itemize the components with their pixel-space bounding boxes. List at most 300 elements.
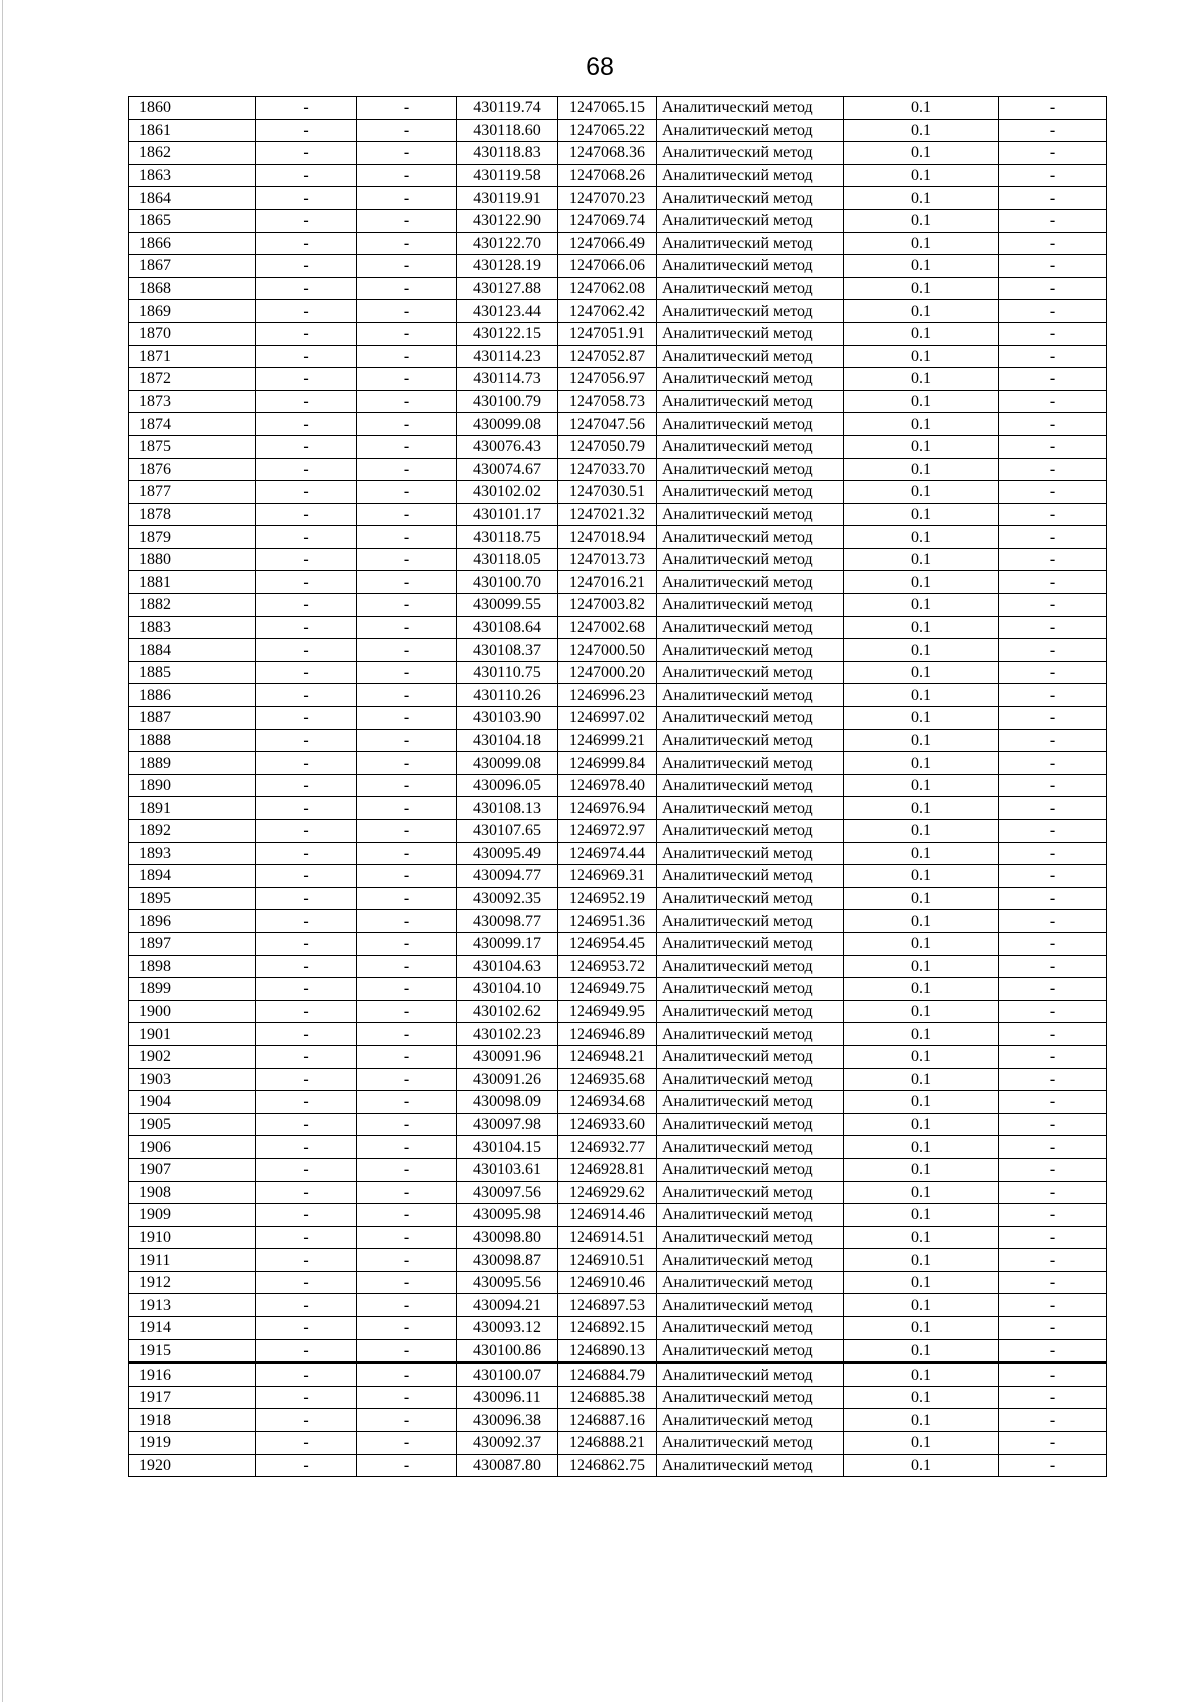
method-cell: Аналитический метод — [657, 797, 844, 820]
y-coordinate-cell: 1247070.23 — [558, 187, 657, 210]
table-row — [129, 684, 1107, 707]
point-number-cell: 1891 — [129, 797, 256, 820]
empty-value-cell: - — [256, 661, 357, 684]
method-cell: Аналитический метод — [657, 1432, 844, 1455]
method-cell: Аналитический метод — [657, 820, 844, 843]
y-coordinate-cell: 1246933.60 — [558, 1113, 657, 1136]
method-cell: Аналитический метод — [657, 548, 844, 571]
y-coordinate-cell: 1247065.15 — [558, 97, 657, 120]
x-coordinate-cell: 430091.26 — [457, 1068, 558, 1091]
accuracy-cell: 0.1 — [844, 1317, 999, 1340]
empty-value-cell: - — [256, 1158, 357, 1181]
y-coordinate-cell: 1247000.20 — [558, 661, 657, 684]
empty-value-cell: - — [357, 1432, 457, 1455]
y-coordinate-cell: 1246887.16 — [558, 1409, 657, 1432]
empty-value-cell: - — [357, 368, 457, 391]
point-number-cell: 1893 — [129, 842, 256, 865]
y-coordinate-cell: 1247051.91 — [558, 322, 657, 345]
accuracy-cell: 0.1 — [844, 571, 999, 594]
empty-value-cell: - — [357, 752, 457, 775]
x-coordinate-cell: 430098.09 — [457, 1091, 558, 1114]
table-row — [129, 1226, 1107, 1249]
empty-value-cell: - — [999, 368, 1107, 391]
empty-value-cell: - — [256, 955, 357, 978]
empty-value-cell: - — [357, 209, 457, 232]
table-row — [129, 458, 1107, 481]
empty-value-cell: - — [357, 955, 457, 978]
empty-value-cell: - — [999, 209, 1107, 232]
method-cell: Аналитический метод — [657, 842, 844, 865]
method-cell: Аналитический метод — [657, 1023, 844, 1046]
empty-value-cell: - — [999, 255, 1107, 278]
empty-value-cell: - — [357, 322, 457, 345]
empty-value-cell: - — [357, 1294, 457, 1317]
x-coordinate-cell: 430118.05 — [457, 548, 558, 571]
point-number-cell: 1886 — [129, 684, 256, 707]
accuracy-cell: 0.1 — [844, 661, 999, 684]
accuracy-cell: 0.1 — [844, 594, 999, 617]
point-number-cell: 1908 — [129, 1181, 256, 1204]
empty-value-cell: - — [999, 481, 1107, 504]
method-cell: Аналитический метод — [657, 752, 844, 775]
accuracy-cell: 0.1 — [844, 1136, 999, 1159]
x-coordinate-cell: 430097.56 — [457, 1181, 558, 1204]
accuracy-cell: 0.1 — [844, 435, 999, 458]
empty-value-cell: - — [999, 1271, 1107, 1294]
method-cell: Аналитический метод — [657, 639, 844, 662]
table-row — [129, 277, 1107, 300]
empty-value-cell: - — [999, 1386, 1107, 1409]
x-coordinate-cell: 430118.83 — [457, 142, 558, 165]
empty-value-cell: - — [357, 1454, 457, 1477]
point-number-cell: 1868 — [129, 277, 256, 300]
empty-value-cell: - — [256, 368, 357, 391]
y-coordinate-cell: 1246935.68 — [558, 1068, 657, 1091]
accuracy-cell: 0.1 — [844, 97, 999, 120]
coordinates-table — [128, 96, 1107, 1477]
empty-value-cell: - — [999, 820, 1107, 843]
point-number-cell: 1878 — [129, 503, 256, 526]
point-number-cell: 1873 — [129, 390, 256, 413]
empty-value-cell: - — [357, 1158, 457, 1181]
y-coordinate-cell: 1246888.21 — [558, 1432, 657, 1455]
x-coordinate-cell: 430093.12 — [457, 1317, 558, 1340]
y-coordinate-cell: 1247018.94 — [558, 526, 657, 549]
empty-value-cell: - — [256, 435, 357, 458]
point-number-cell: 1915 — [129, 1339, 256, 1363]
empty-value-cell: - — [256, 209, 357, 232]
method-cell: Аналитический метод — [657, 1386, 844, 1409]
y-coordinate-cell: 1246932.77 — [558, 1136, 657, 1159]
empty-value-cell: - — [256, 594, 357, 617]
x-coordinate-cell: 430095.49 — [457, 842, 558, 865]
empty-value-cell: - — [357, 187, 457, 210]
empty-value-cell: - — [999, 842, 1107, 865]
empty-value-cell: - — [256, 932, 357, 955]
empty-value-cell: - — [256, 503, 357, 526]
point-number-cell: 1874 — [129, 413, 256, 436]
empty-value-cell: - — [999, 1317, 1107, 1340]
table-row — [129, 1339, 1107, 1363]
empty-value-cell: - — [256, 729, 357, 752]
x-coordinate-cell: 430122.15 — [457, 322, 558, 345]
empty-value-cell: - — [256, 1432, 357, 1455]
empty-value-cell: - — [256, 526, 357, 549]
point-number-cell: 1918 — [129, 1409, 256, 1432]
accuracy-cell: 0.1 — [844, 1454, 999, 1477]
table-row — [129, 752, 1107, 775]
accuracy-cell: 0.1 — [844, 887, 999, 910]
accuracy-cell: 0.1 — [844, 729, 999, 752]
accuracy-cell: 0.1 — [844, 1226, 999, 1249]
empty-value-cell: - — [256, 458, 357, 481]
x-coordinate-cell: 430092.35 — [457, 887, 558, 910]
y-coordinate-cell: 1246974.44 — [558, 842, 657, 865]
point-number-cell: 1889 — [129, 752, 256, 775]
point-number-cell: 1894 — [129, 865, 256, 888]
method-cell: Аналитический метод — [657, 97, 844, 120]
method-cell: Аналитический метод — [657, 300, 844, 323]
empty-value-cell: - — [357, 661, 457, 684]
x-coordinate-cell: 430104.15 — [457, 1136, 558, 1159]
accuracy-cell: 0.1 — [844, 209, 999, 232]
table-row — [129, 481, 1107, 504]
table-row — [129, 142, 1107, 165]
point-number-cell: 1888 — [129, 729, 256, 752]
empty-value-cell: - — [357, 277, 457, 300]
y-coordinate-cell: 1247066.49 — [558, 232, 657, 255]
y-coordinate-cell: 1247050.79 — [558, 435, 657, 458]
point-number-cell: 1920 — [129, 1454, 256, 1477]
point-number-cell: 1871 — [129, 345, 256, 368]
empty-value-cell: - — [357, 255, 457, 278]
point-number-cell: 1881 — [129, 571, 256, 594]
empty-value-cell: - — [256, 1204, 357, 1227]
accuracy-cell: 0.1 — [844, 232, 999, 255]
method-cell: Аналитический метод — [657, 413, 844, 436]
empty-value-cell: - — [357, 1091, 457, 1114]
x-coordinate-cell: 430104.10 — [457, 978, 558, 1001]
empty-value-cell: - — [999, 774, 1107, 797]
empty-value-cell: - — [999, 1023, 1107, 1046]
y-coordinate-cell: 1246910.51 — [558, 1249, 657, 1272]
method-cell: Аналитический метод — [657, 684, 844, 707]
y-coordinate-cell: 1247066.06 — [558, 255, 657, 278]
empty-value-cell: - — [256, 481, 357, 504]
y-coordinate-cell: 1247068.26 — [558, 164, 657, 187]
x-coordinate-cell: 430110.75 — [457, 661, 558, 684]
empty-value-cell: - — [999, 1363, 1107, 1387]
empty-value-cell: - — [256, 232, 357, 255]
x-coordinate-cell: 430122.90 — [457, 209, 558, 232]
method-cell: Аналитический метод — [657, 390, 844, 413]
empty-value-cell: - — [357, 1023, 457, 1046]
accuracy-cell: 0.1 — [844, 368, 999, 391]
empty-value-cell: - — [999, 300, 1107, 323]
y-coordinate-cell: 1247062.42 — [558, 300, 657, 323]
accuracy-cell: 0.1 — [844, 1386, 999, 1409]
method-cell: Аналитический метод — [657, 209, 844, 232]
empty-value-cell: - — [256, 1386, 357, 1409]
accuracy-cell: 0.1 — [844, 503, 999, 526]
empty-value-cell: - — [256, 752, 357, 775]
method-cell: Аналитический метод — [657, 481, 844, 504]
empty-value-cell: - — [999, 1113, 1107, 1136]
empty-value-cell: - — [999, 684, 1107, 707]
accuracy-cell: 0.1 — [844, 1158, 999, 1181]
method-cell: Аналитический метод — [657, 1409, 844, 1432]
empty-value-cell: - — [357, 842, 457, 865]
point-number-cell: 1867 — [129, 255, 256, 278]
empty-value-cell: - — [357, 1181, 457, 1204]
empty-value-cell: - — [999, 97, 1107, 120]
accuracy-cell: 0.1 — [844, 187, 999, 210]
table-row — [129, 322, 1107, 345]
empty-value-cell: - — [357, 413, 457, 436]
method-cell: Аналитический метод — [657, 1249, 844, 1272]
empty-value-cell: - — [999, 390, 1107, 413]
empty-value-cell: - — [256, 1136, 357, 1159]
point-number-cell: 1914 — [129, 1317, 256, 1340]
empty-value-cell: - — [256, 887, 357, 910]
table-row — [129, 797, 1107, 820]
empty-value-cell: - — [357, 1339, 457, 1363]
empty-value-cell: - — [999, 1432, 1107, 1455]
empty-value-cell: - — [999, 729, 1107, 752]
x-coordinate-cell: 430099.08 — [457, 752, 558, 775]
empty-value-cell: - — [999, 1339, 1107, 1363]
point-number-cell: 1870 — [129, 322, 256, 345]
table-row — [129, 910, 1107, 933]
method-cell: Аналитический метод — [657, 661, 844, 684]
x-coordinate-cell: 430118.60 — [457, 119, 558, 142]
accuracy-cell: 0.1 — [844, 820, 999, 843]
table-row — [129, 1181, 1107, 1204]
table-row — [129, 887, 1107, 910]
method-cell: Аналитический метод — [657, 887, 844, 910]
x-coordinate-cell: 430102.02 — [457, 481, 558, 504]
scan-edge-line — [2, 0, 3, 1702]
empty-value-cell: - — [999, 955, 1107, 978]
empty-value-cell: - — [357, 345, 457, 368]
point-number-cell: 1896 — [129, 910, 256, 933]
table-row — [129, 1000, 1107, 1023]
empty-value-cell: - — [999, 187, 1107, 210]
point-number-cell: 1885 — [129, 661, 256, 684]
method-cell: Аналитический метод — [657, 1226, 844, 1249]
table-row — [129, 661, 1107, 684]
empty-value-cell: - — [256, 978, 357, 1001]
accuracy-cell: 0.1 — [844, 345, 999, 368]
point-number-cell: 1903 — [129, 1068, 256, 1091]
empty-value-cell: - — [256, 684, 357, 707]
y-coordinate-cell: 1247058.73 — [558, 390, 657, 413]
method-cell: Аналитический метод — [657, 345, 844, 368]
x-coordinate-cell: 430097.98 — [457, 1113, 558, 1136]
method-cell: Аналитический метод — [657, 1158, 844, 1181]
empty-value-cell: - — [256, 1294, 357, 1317]
empty-value-cell: - — [999, 616, 1107, 639]
empty-value-cell: - — [357, 571, 457, 594]
x-coordinate-cell: 430127.88 — [457, 277, 558, 300]
empty-value-cell: - — [999, 142, 1107, 165]
point-number-cell: 1865 — [129, 209, 256, 232]
empty-value-cell: - — [256, 164, 357, 187]
empty-value-cell: - — [256, 616, 357, 639]
accuracy-cell: 0.1 — [844, 1113, 999, 1136]
empty-value-cell: - — [256, 1249, 357, 1272]
table-row — [129, 616, 1107, 639]
x-coordinate-cell: 430101.17 — [457, 503, 558, 526]
method-cell: Аналитический метод — [657, 707, 844, 730]
empty-value-cell: - — [256, 910, 357, 933]
x-coordinate-cell: 430118.75 — [457, 526, 558, 549]
method-cell: Аналитический метод — [657, 435, 844, 458]
accuracy-cell: 0.1 — [844, 978, 999, 1001]
x-coordinate-cell: 430100.86 — [457, 1339, 558, 1363]
accuracy-cell: 0.1 — [844, 1091, 999, 1114]
empty-value-cell: - — [256, 322, 357, 345]
empty-value-cell: - — [999, 1000, 1107, 1023]
point-number-cell: 1905 — [129, 1113, 256, 1136]
empty-value-cell: - — [999, 1045, 1107, 1068]
table-row — [129, 255, 1107, 278]
x-coordinate-cell: 430108.64 — [457, 616, 558, 639]
y-coordinate-cell: 1246969.31 — [558, 865, 657, 888]
empty-value-cell: - — [256, 1271, 357, 1294]
method-cell: Аналитический метод — [657, 119, 844, 142]
method-cell: Аналитический метод — [657, 1136, 844, 1159]
method-cell: Аналитический метод — [657, 1339, 844, 1363]
method-cell: Аналитический метод — [657, 1294, 844, 1317]
x-coordinate-cell: 430092.37 — [457, 1432, 558, 1455]
accuracy-cell: 0.1 — [844, 481, 999, 504]
method-cell: Аналитический метод — [657, 955, 844, 978]
table-row — [129, 1363, 1107, 1387]
empty-value-cell: - — [999, 503, 1107, 526]
x-coordinate-cell: 430119.91 — [457, 187, 558, 210]
accuracy-cell: 0.1 — [844, 1339, 999, 1363]
empty-value-cell: - — [256, 97, 357, 120]
point-number-cell: 1910 — [129, 1226, 256, 1249]
point-number-cell: 1919 — [129, 1432, 256, 1455]
y-coordinate-cell: 1247069.74 — [558, 209, 657, 232]
method-cell: Аналитический метод — [657, 164, 844, 187]
method-cell: Аналитический метод — [657, 1271, 844, 1294]
empty-value-cell: - — [999, 1068, 1107, 1091]
table-row — [129, 1023, 1107, 1046]
method-cell: Аналитический метод — [657, 503, 844, 526]
y-coordinate-cell: 1246976.94 — [558, 797, 657, 820]
empty-value-cell: - — [357, 1386, 457, 1409]
empty-value-cell: - — [999, 910, 1107, 933]
method-cell: Аналитический метод — [657, 1000, 844, 1023]
y-coordinate-cell: 1247021.32 — [558, 503, 657, 526]
y-coordinate-cell: 1246928.81 — [558, 1158, 657, 1181]
table-row — [129, 1386, 1107, 1409]
y-coordinate-cell: 1247030.51 — [558, 481, 657, 504]
accuracy-cell: 0.1 — [844, 752, 999, 775]
empty-value-cell: - — [999, 661, 1107, 684]
y-coordinate-cell: 1247033.70 — [558, 458, 657, 481]
empty-value-cell: - — [256, 1045, 357, 1068]
empty-value-cell: - — [999, 548, 1107, 571]
empty-value-cell: - — [357, 1363, 457, 1387]
method-cell: Аналитический метод — [657, 1113, 844, 1136]
accuracy-cell: 0.1 — [844, 707, 999, 730]
x-coordinate-cell: 430104.63 — [457, 955, 558, 978]
table-row — [129, 820, 1107, 843]
y-coordinate-cell: 1246999.84 — [558, 752, 657, 775]
accuracy-cell: 0.1 — [844, 797, 999, 820]
method-cell: Аналитический метод — [657, 458, 844, 481]
point-number-cell: 1904 — [129, 1091, 256, 1114]
empty-value-cell: - — [357, 797, 457, 820]
empty-value-cell: - — [357, 390, 457, 413]
y-coordinate-cell: 1246954.45 — [558, 932, 657, 955]
empty-value-cell: - — [256, 277, 357, 300]
table-row — [129, 187, 1107, 210]
empty-value-cell: - — [357, 232, 457, 255]
accuracy-cell: 0.1 — [844, 639, 999, 662]
empty-value-cell: - — [357, 707, 457, 730]
empty-value-cell: - — [357, 458, 457, 481]
y-coordinate-cell: 1247013.73 — [558, 548, 657, 571]
accuracy-cell: 0.1 — [844, 142, 999, 165]
method-cell: Аналитический метод — [657, 594, 844, 617]
table-row — [129, 390, 1107, 413]
empty-value-cell: - — [256, 820, 357, 843]
point-number-cell: 1913 — [129, 1294, 256, 1317]
empty-value-cell: - — [357, 910, 457, 933]
x-coordinate-cell: 430103.90 — [457, 707, 558, 730]
empty-value-cell: - — [357, 978, 457, 1001]
table-row — [129, 1091, 1107, 1114]
empty-value-cell: - — [357, 820, 457, 843]
empty-value-cell: - — [357, 142, 457, 165]
method-cell: Аналитический метод — [657, 1091, 844, 1114]
y-coordinate-cell: 1246948.21 — [558, 1045, 657, 1068]
empty-value-cell: - — [256, 1091, 357, 1114]
empty-value-cell: - — [357, 1317, 457, 1340]
empty-value-cell: - — [256, 1317, 357, 1340]
method-cell: Аналитический метод — [657, 277, 844, 300]
x-coordinate-cell: 430114.73 — [457, 368, 558, 391]
empty-value-cell: - — [256, 1113, 357, 1136]
empty-value-cell: - — [999, 571, 1107, 594]
x-coordinate-cell: 430110.26 — [457, 684, 558, 707]
accuracy-cell: 0.1 — [844, 910, 999, 933]
accuracy-cell: 0.1 — [844, 548, 999, 571]
accuracy-cell: 0.1 — [844, 1271, 999, 1294]
method-cell: Аналитический метод — [657, 774, 844, 797]
table-row — [129, 164, 1107, 187]
x-coordinate-cell: 430095.56 — [457, 1271, 558, 1294]
empty-value-cell: - — [256, 255, 357, 278]
y-coordinate-cell: 1246914.46 — [558, 1204, 657, 1227]
table-row — [129, 232, 1107, 255]
empty-value-cell: - — [999, 1226, 1107, 1249]
point-number-cell: 1876 — [129, 458, 256, 481]
table-row — [129, 639, 1107, 662]
y-coordinate-cell: 1247052.87 — [558, 345, 657, 368]
y-coordinate-cell: 1246946.89 — [558, 1023, 657, 1046]
empty-value-cell: - — [256, 548, 357, 571]
x-coordinate-cell: 430091.96 — [457, 1045, 558, 1068]
y-coordinate-cell: 1247065.22 — [558, 119, 657, 142]
accuracy-cell: 0.1 — [844, 1181, 999, 1204]
x-coordinate-cell: 430094.77 — [457, 865, 558, 888]
